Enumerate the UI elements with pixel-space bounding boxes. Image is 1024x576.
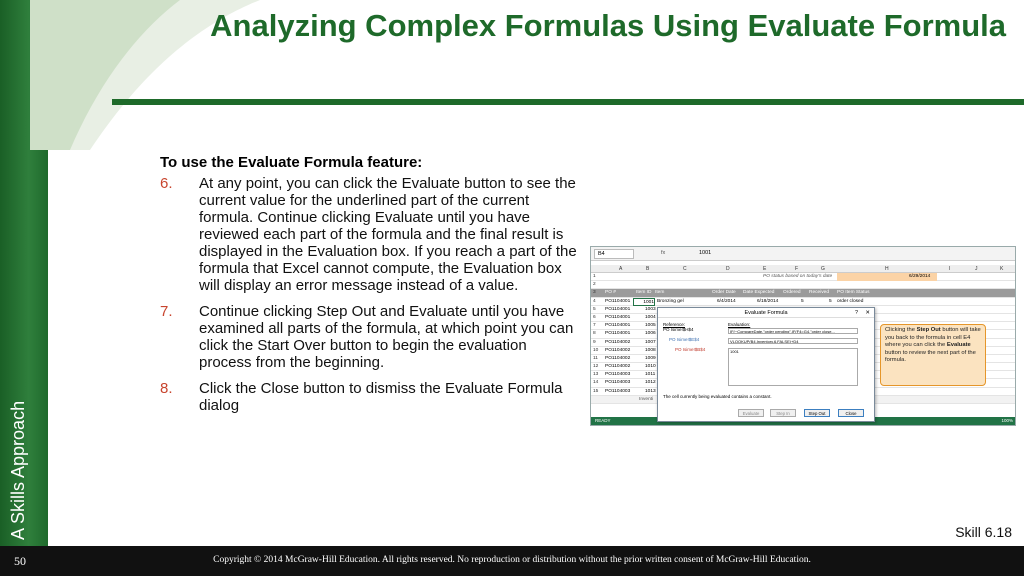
callout-bold: Evaluate bbox=[946, 342, 971, 349]
table-row: 13 PO1104003 1011 bbox=[591, 371, 1016, 379]
cell[interactable]: 1008 bbox=[645, 347, 656, 353]
dialog-title-bar bbox=[658, 308, 874, 318]
cell[interactable]: Ordered bbox=[783, 290, 801, 296]
cell[interactable]: PO1104001 bbox=[605, 298, 631, 304]
table-row: 7 PO1104001 1005 bbox=[591, 322, 1016, 330]
cell[interactable]: PO1104003 bbox=[605, 380, 631, 386]
status-text: READY bbox=[595, 418, 611, 423]
evaluation-box: VLOOKUP(B4,Inventory,6,FALSE)+D4 bbox=[728, 338, 858, 344]
step-number: 8. bbox=[160, 380, 173, 397]
cell[interactable]: 5 bbox=[829, 298, 832, 304]
cell[interactable]: PO1104003 bbox=[605, 372, 631, 378]
table-row: 5 PO1104001 1003 bbox=[591, 306, 1016, 314]
cell[interactable]: 6/4/2014 bbox=[717, 298, 736, 304]
evaluation-box: 1001 bbox=[728, 348, 858, 386]
column-header[interactable]: G bbox=[821, 266, 825, 272]
side-label: A Skills Approach bbox=[8, 400, 28, 540]
page-number: 50 bbox=[14, 554, 26, 568]
cell[interactable]: PO1104002 bbox=[605, 339, 631, 345]
column-header[interactable]: K bbox=[1000, 266, 1004, 272]
table-row: 12 PO1104002 1010 bbox=[591, 363, 1016, 371]
cell[interactable]: PO1104001 bbox=[605, 314, 631, 320]
table-row: 4 PO1104001 1001 Bronzing gel 6/4/2014 6/18/2014 5 5 order closed bbox=[591, 298, 1016, 306]
column-header[interactable]: I bbox=[949, 266, 951, 272]
cell[interactable]: PO1104002 bbox=[605, 355, 631, 361]
cell[interactable]: 6/18/2014 bbox=[757, 298, 779, 304]
column-header[interactable]: D bbox=[726, 266, 730, 272]
cell[interactable]: PO1104002 bbox=[605, 364, 631, 370]
copyright-text: Copyright © 2014 McGraw-Hill Education. All rights reserved. No reproduction or distribution without the prior written consent of McGraw-Hill Education. bbox=[213, 555, 811, 565]
table-row: 15 PO1104003 1013 bbox=[591, 388, 1016, 396]
step-number: 7. bbox=[160, 303, 173, 320]
step-in-button[interactable]: Step In bbox=[770, 409, 796, 417]
step-out-button[interactable]: Step Out bbox=[804, 409, 830, 417]
sheet-tab[interactable]: Inventi bbox=[639, 396, 654, 402]
cell[interactable]: 1012 bbox=[645, 380, 656, 386]
dialog-note: The cell currently being evaluated contains a constant. bbox=[663, 394, 772, 399]
cell[interactable]: 1006 bbox=[645, 331, 656, 337]
evaluate-button[interactable]: Evaluate bbox=[738, 409, 764, 417]
cell[interactable]: 1009 bbox=[645, 355, 656, 361]
title-rule bbox=[112, 99, 1024, 105]
table-row: 8 PO1104001 1006 bbox=[591, 330, 1016, 338]
cell[interactable]: 1013 bbox=[645, 388, 656, 394]
evaluate-formula-dialog bbox=[657, 307, 875, 422]
cell[interactable]: PO1104001 bbox=[605, 306, 631, 312]
footer-bar bbox=[0, 546, 1024, 576]
cell[interactable]: PO # bbox=[605, 290, 616, 296]
column-header[interactable]: F bbox=[795, 266, 799, 272]
evaluation-label: Evaluation: bbox=[728, 322, 751, 327]
cell[interactable]: 1004 bbox=[645, 314, 656, 320]
table-row: 11 PO1104002 1009 bbox=[591, 355, 1016, 363]
callout-text: Clicking the bbox=[885, 327, 917, 333]
step-text: At any point, you can click the Evaluate button to see the current value for the underlined part of the current formula. Continue clicking Evaluate until you have reviewed each part of the formula and the final result is displayed in the Evaluation box. If you reach a part of the formula that Excel cannot compute, the Evaluation box will display an error message instead of a value. bbox=[199, 175, 577, 294]
evaluation-box: IF(~CompareDate,"order pending",IF(F4=G4,"order close... bbox=[728, 328, 858, 334]
step-number: 6. bbox=[160, 175, 173, 192]
formula-bar bbox=[591, 247, 1016, 261]
cell[interactable]: 1007 bbox=[645, 339, 656, 345]
cell[interactable]: 1010 bbox=[645, 364, 656, 370]
table-row: 10 PO1104002 1008 bbox=[591, 347, 1016, 355]
table-row: 14 PO1104003 1012 bbox=[591, 379, 1016, 387]
slide-title: Analyzing Complex Formulas Using Evaluate Formula bbox=[210, 8, 1006, 43]
name-box[interactable]: B4 bbox=[594, 249, 634, 259]
slide-content bbox=[160, 154, 580, 423]
cell[interactable]: Item bbox=[655, 290, 665, 296]
reference-item: PO Isime!$B$4 bbox=[675, 347, 706, 352]
step-8 bbox=[160, 380, 580, 414]
help-icon[interactable]: ? bbox=[854, 310, 858, 316]
table-row: 6 PO1104001 1004 bbox=[591, 314, 1016, 322]
dialog-title: Evaluate Formula bbox=[744, 310, 788, 316]
cell[interactable]: order closed bbox=[837, 298, 864, 304]
banner-text: PO status based on today's date bbox=[763, 274, 833, 279]
cell[interactable]: PO Item Status bbox=[837, 290, 870, 296]
column-headers bbox=[591, 265, 1016, 273]
cell[interactable]: PO1104002 bbox=[605, 347, 631, 353]
banner-date: 6/29/2014 bbox=[909, 274, 931, 279]
zoom-level[interactable]: 100% bbox=[1001, 418, 1013, 423]
close-button[interactable]: Close bbox=[838, 409, 864, 417]
cell[interactable]: Item ID bbox=[636, 290, 652, 296]
cell[interactable]: 1005 bbox=[645, 323, 656, 329]
cell[interactable]: Order Date bbox=[712, 290, 736, 296]
excel-screenshot bbox=[590, 246, 1016, 426]
cell[interactable]: Date Expected bbox=[743, 290, 775, 296]
cell[interactable]: 1003 bbox=[645, 306, 656, 312]
step-7 bbox=[160, 303, 580, 371]
callout-text: button to review the next part of the formula. bbox=[885, 349, 976, 364]
cell[interactable]: 5 bbox=[801, 298, 804, 304]
cell[interactable]: Bronzing gel bbox=[657, 298, 684, 304]
cell[interactable]: 1011 bbox=[645, 372, 656, 378]
callout-bold: Step Out bbox=[916, 327, 941, 333]
step-out-callout bbox=[880, 324, 986, 386]
step-text: Continue clicking Step Out and Evaluate until you have examined all parts of the formula, at which point you can click the Start Over button to begin the evaluation process from the beginning. bbox=[199, 303, 574, 371]
cell[interactable]: PO1104003 bbox=[605, 388, 631, 394]
column-header[interactable]: A bbox=[619, 266, 623, 272]
reference-list bbox=[663, 322, 705, 352]
reference-label: Reference: bbox=[663, 322, 686, 327]
table-row: 2 bbox=[591, 281, 1016, 289]
step-6 bbox=[160, 175, 580, 294]
column-header[interactable]: J bbox=[975, 266, 978, 272]
column-header[interactable]: H bbox=[885, 266, 889, 272]
column-header[interactable]: E bbox=[763, 266, 767, 272]
close-icon[interactable]: ✕ bbox=[865, 310, 870, 316]
fx-icon[interactable]: fx bbox=[661, 250, 666, 256]
step-text: Click the Close button to dismiss the Evaluate Formula dialog bbox=[199, 380, 563, 414]
callout-text: button will take you back to the formula in cell E4 where you can click the bbox=[885, 327, 981, 349]
reference-item: PO Isime!$E$4 bbox=[669, 337, 700, 342]
table-row: 1 PO status based on today's date 6/29/2014 bbox=[591, 273, 1016, 281]
column-header[interactable]: B bbox=[646, 266, 650, 272]
cell[interactable]: PO1104001 bbox=[605, 323, 631, 329]
reference-item: PO Isime!$H$4 bbox=[663, 327, 694, 332]
cell[interactable]: Received bbox=[809, 290, 829, 296]
header-row: 3 PO # Item ID Item Order Date Date Expected Ordered Received PO Item Status bbox=[591, 289, 1016, 297]
cell[interactable]: PO1104001 bbox=[605, 331, 631, 337]
skill-label: Skill 6.18 bbox=[955, 524, 1012, 540]
table-row: 9 PO1104002 1007 bbox=[591, 339, 1016, 347]
content-heading: To use the Evaluate Formula feature: bbox=[160, 154, 423, 171]
formula-value[interactable]: 1001 bbox=[699, 250, 712, 256]
active-cell[interactable]: 1001 bbox=[633, 298, 655, 306]
column-header[interactable]: C bbox=[683, 266, 687, 272]
